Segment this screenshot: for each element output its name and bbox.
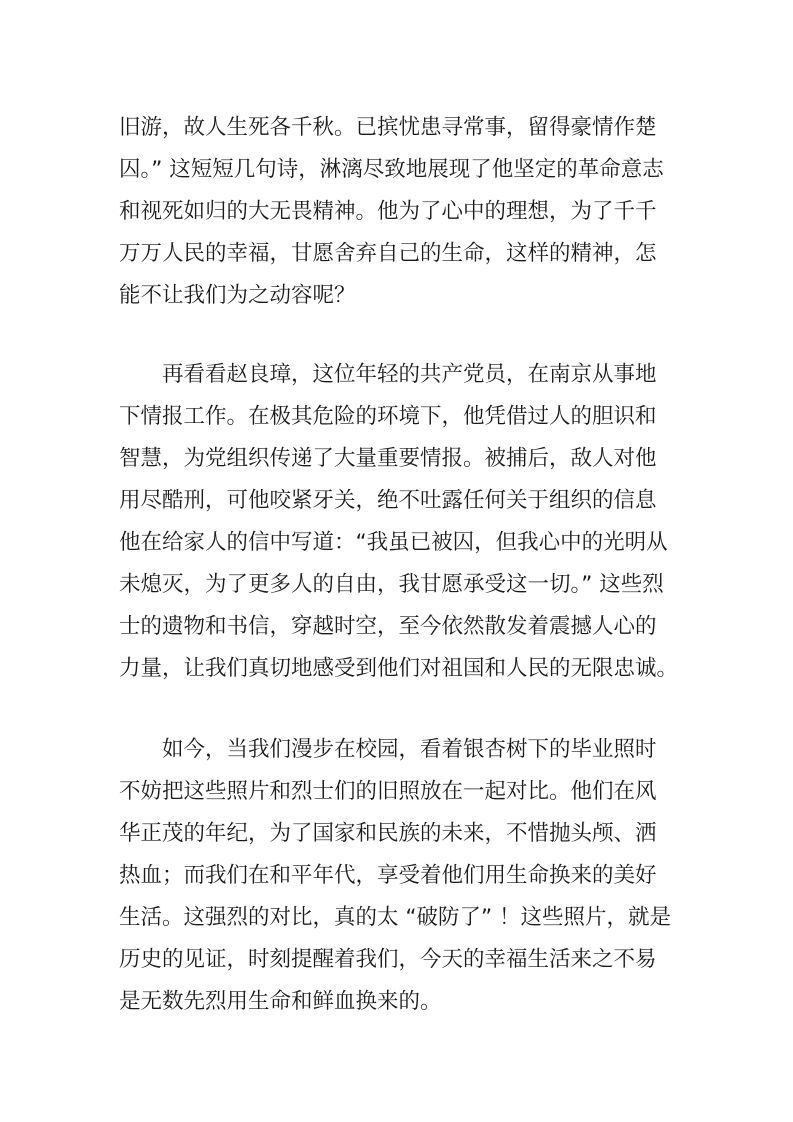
text-line: 历史的见证，时刻提醒着我们，今天的幸福生活来之不易 [119,947,657,972]
text-line: 智慧，为党组织传递了大量重要情报。被捕后，敌人对他 [119,446,657,471]
text-line: 华正茂的年纪，为了国家和民族的未来，不惜抛头颅、洒 [119,821,657,846]
text-line: 热血；而我们在和平年代，享受着他们用生命换来的美好 [119,863,657,888]
text-line: 如今，当我们漫步在校园，看着银杏树下的毕业照时 [119,737,657,762]
text-line: 未熄灭，为了更多人的自由，我甘愿承受这一切。” 这些烈 [119,572,664,597]
paragraph-poem-commentary [119,107,679,317]
text-line: 旧游，故人生死各千秋。已摈忧患寻常事，留得豪情作楚 [119,115,657,140]
text-line: 生活。这强烈的对比，真的太 “破防了” ！这些照片，就是 [119,905,671,930]
text-line: 不妨把这些照片和烈士们的旧照放在一起对比。他们在风 [119,779,657,804]
text-line: 能不让我们为之动容呢？ [119,283,356,308]
text-line: 士的遗物和书信，穿越时空，至今依然散发着震撼人心的 [119,614,657,639]
text-line: 万万人民的幸福，甘愿舍弃自己的生命，这样的精神，怎 [119,241,657,266]
text-line: 和视死如归的大无畏精神。他为了心中的理想，为了千千 [119,199,657,224]
text-line: 是无数先烈用生命和鲜血换来的。 [119,989,442,1014]
paragraph-campus-reflection [119,729,679,1023]
text-line: 再看看赵良璋，这位年轻的共产党员，在南京从事地 [119,362,657,387]
text-line: 用尽酷刑，可他咬紧牙关，绝不吐露任何关于组织的信息 [119,488,657,513]
text-line: 囚。” 这短短几句诗，淋漓尽致地展现了他坚定的革命意志 [119,157,664,182]
text-line: 下情报工作。在极其危险的环境下，他凭借过人的胆识和 [119,404,657,429]
paragraph-zhao-liangzhang [119,354,679,690]
text-line: 他在给家人的信中写道：“我虽已被囚，但我心中的光明从 [119,530,668,555]
text-line: 力量，让我们真切地感受到他们对祖国和人民的无限忠诚。 [119,656,679,681]
